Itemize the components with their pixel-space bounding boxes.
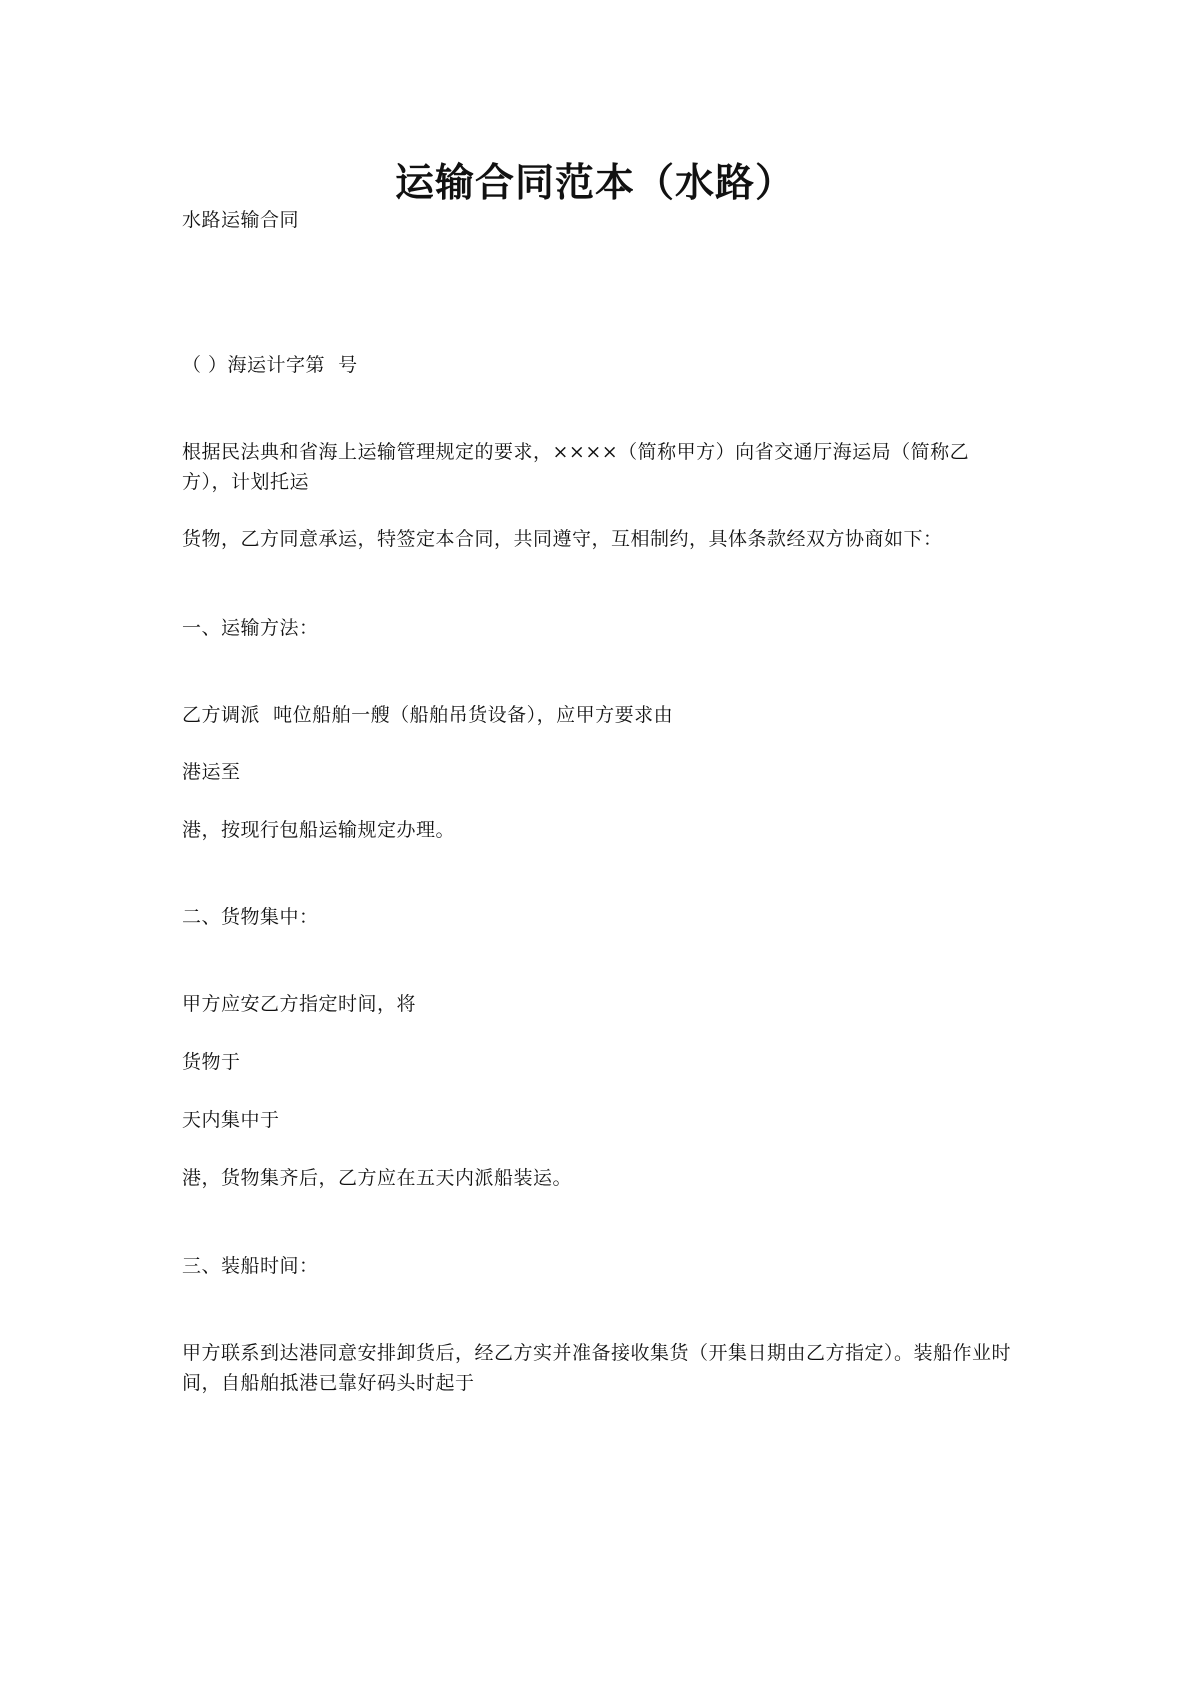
section-heading-transport-method: 一、运输方法： bbox=[182, 617, 319, 639]
document-title: 运输合同范本（水路） bbox=[394, 160, 795, 206]
document-subtitle: 水路运输合同 bbox=[182, 209, 300, 231]
section-heading-loading-time: 三、装船时间： bbox=[182, 1255, 319, 1277]
section-1-line: 港，按现行包船运输规定办理。 bbox=[182, 819, 456, 841]
section-heading-cargo-collection: 二、货物集中： bbox=[182, 906, 319, 928]
section-1-line: 港运至 bbox=[182, 761, 241, 783]
section-3-paragraph: 甲方联系到达港同意安排卸货后，经乙方实并准备接收集货（开集日期由乙方指定）。装船作业时间，自船舶抵港已靠好码头时起于 bbox=[182, 1342, 1012, 1394]
section-2-line: 天内集中于 bbox=[182, 1109, 280, 1131]
section-1-line: 乙方调派 吨位船舶一艘（船舶吊货设备），应甲方要求由 bbox=[182, 704, 674, 726]
contract-number: （ ）海运计字第 号 bbox=[182, 354, 358, 376]
section-2-line: 货物于 bbox=[182, 1051, 241, 1073]
section-2-line: 甲方应安乙方指定时间，将 bbox=[182, 993, 417, 1015]
preamble-paragraph: 根据民法典和省海上运输管理规定的要求，××××（简称甲方）向省交通厅海运局（简称乙方），计划托运 bbox=[182, 441, 970, 493]
section-2-line: 港，货物集齐后，乙方应在五天内派船装运。 bbox=[182, 1167, 573, 1189]
preamble-continuation: 货物，乙方同意承运，特签定本合同，共同遵守，互相制约，具体条款经双方协商如下： bbox=[182, 528, 943, 550]
